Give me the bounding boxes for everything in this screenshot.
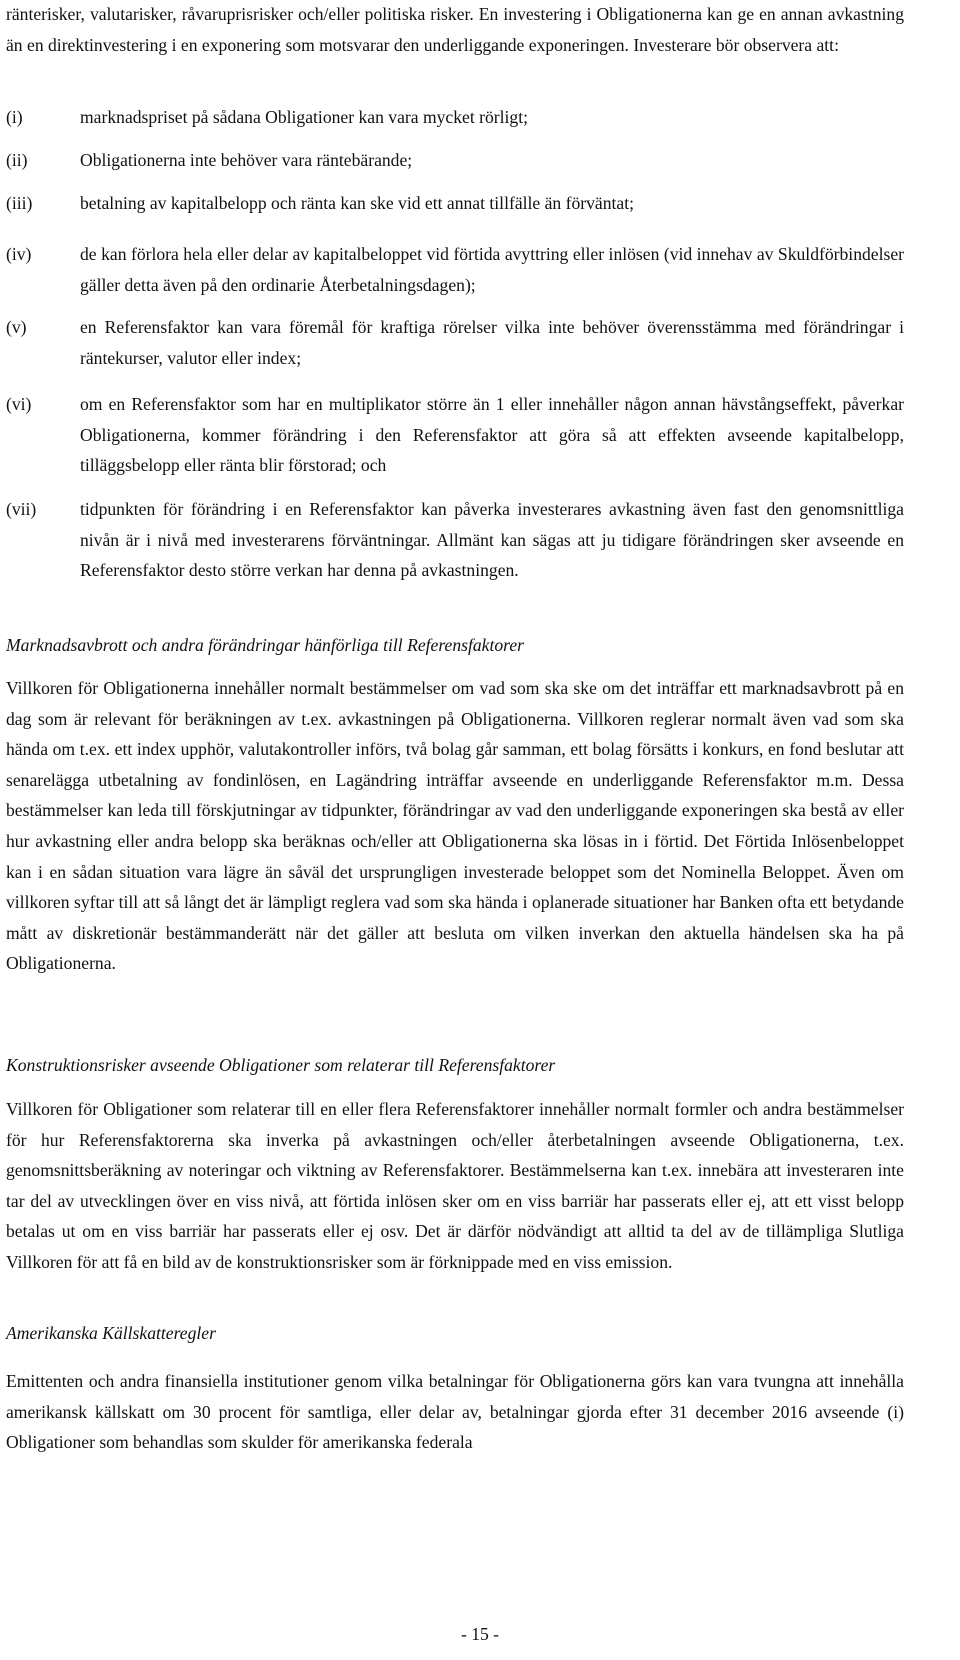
list-item-text: om en Referensfaktor som har en multiplikator större än 1 eller innehåller någon annan hävstångseffekt, påverkar Obligationerna, kommer förändring i den Referensfaktor att göra så att effekten avseende kapitalbelopp, tilläggsbelopp eller ränta blir förstorad; och	[80, 394, 904, 476]
list-item-number: (v)	[6, 317, 27, 337]
list-item-text: de kan förlora hela eller delar av kapitalbeloppet vid förtida avyttring eller inlösen (vid innehav av Skuldförbindelser gäller detta även på den ordinarie Återbetalningsdagen);	[80, 244, 904, 295]
list-item-text: betalning av kapitalbelopp och ränta kan ske vid ett annat tillfälle än förväntat;	[80, 193, 635, 213]
page-number: - 15 -	[460, 1624, 500, 1644]
list-item-number: (vii)	[6, 499, 37, 519]
section-paragraph: Emittenten och andra finansiella institutioner genom vilka betalningar för Obligationerna görs kan vara tvungna att innehålla amerikansk källskatt om 30 procent för samtliga, eller delar av, betalningar gjorda efter 31 december 2016 avseende (i) Obligationer som behandlas som skulder för amerikanska federala	[6, 1371, 904, 1453]
list-item-text: Obligationerna inte behöver vara räntebärande;	[80, 150, 413, 170]
section-heading: Marknadsavbrott och andra förändringar hänförliga till Referensfaktorer	[6, 635, 525, 655]
section-heading: Konstruktionsrisker avseende Obligationer som relaterar till Referensfaktorer	[6, 1055, 556, 1075]
section-paragraph: Villkoren för Obligationerna innehåller normalt bestämmelser om vad som ska ske om det inträffar ett marknadsavbrott på en dag som är relevant för beräkningen av t.ex. avkastningen på Obligationerna. Villkoren reglerar normalt även vad som ska hända om t.ex. ett index upphör, valutakontroller införs, två bolag går samman, ett bolag försätts i konkurs, en fond beslutar att senarelägga utbetalning av fondinlösen, en Lagändring inträffar avseende en underliggande Referensfaktor m.m. Dessa bestämmelser kan leda till förskjutningar av tidpunkter, förändringar av vad den underliggande exponeringen ska bestå av eller hur avkastning eller andra belopp ska beräknas och/eller att Obligationerna ska lösas in i förtid. Det Förtida Inlösenbeloppet kan i en sådan situation vara lägre än såväl det ursprungligen investerade beloppet som det Nominella Beloppet. Även om villkoren syftar till att så långt det är lämpligt reglera vad som ska hända i oplanerade situationer har Banken ofta ett betydande mått av diskretionär bestämmanderätt när det gäller att besluta om vilken inverkan den aktuella händelsen ska ha på Obligationerna.	[6, 678, 904, 974]
list-item-number: (iii)	[6, 193, 33, 213]
list-item-text: marknadspriset på sådana Obligationer kan vara mycket rörligt;	[80, 107, 528, 127]
intro-paragraph: ränterisker, valutarisker, råvaruprisrisker och/eller politiska risker. En investering i Obligationerna kan ge en annan avkastning än en direktinvestering i en exponering som motsvarar den underliggande exponeringen. Investerare bör observera att:	[6, 4, 904, 55]
list-item-text: en Referensfaktor kan vara föremål för kraftiga rörelser vilka inte behöver överensstämma med förändringar i räntekurser, valutor eller index;	[80, 317, 904, 368]
list-item-number: (iv)	[6, 244, 32, 264]
list-item-text: tidpunkten för förändring i en Referensfaktor kan påverka investerares avkastning även fast den genomsnittliga nivån är i nivå med investerarens förväntningar. Allmänt kan sägas att ju tidigare förändringen sker avseende en Referensfaktor desto större verkan har denna på avkastningen.	[80, 499, 904, 581]
section-paragraph: Villkoren för Obligationer som relaterar till en eller flera Referensfaktorer innehåller normalt formler och andra bestämmelser för hur Referensfaktorerna ska inverka på avkastningen och/eller återbetalningen avseende Obligationerna, t.ex. genomsnittsberäkning av noteringar och viktning av Referensfaktorer. Bestämmelserna kan t.ex. innebära att investeraren inte tar del av utvecklingen över en viss nivå, att förtida inlösen sker om en viss barriär har passerats eller ej, att ett visst belopp betalas ut om en viss barriär har passerats eller ej osv. Det är därför nödvändigt att alltid ta del av de tillämpliga Slutliga Villkoren för att få en bild av de konstruktionsrisker som är förknippade med en viss emission.	[6, 1099, 904, 1272]
list-item-number: (ii)	[6, 150, 28, 170]
list-item-number: (i)	[6, 107, 23, 127]
section-heading: Amerikanska Källskatteregler	[6, 1323, 216, 1343]
list-item-number: (vi)	[6, 394, 32, 414]
